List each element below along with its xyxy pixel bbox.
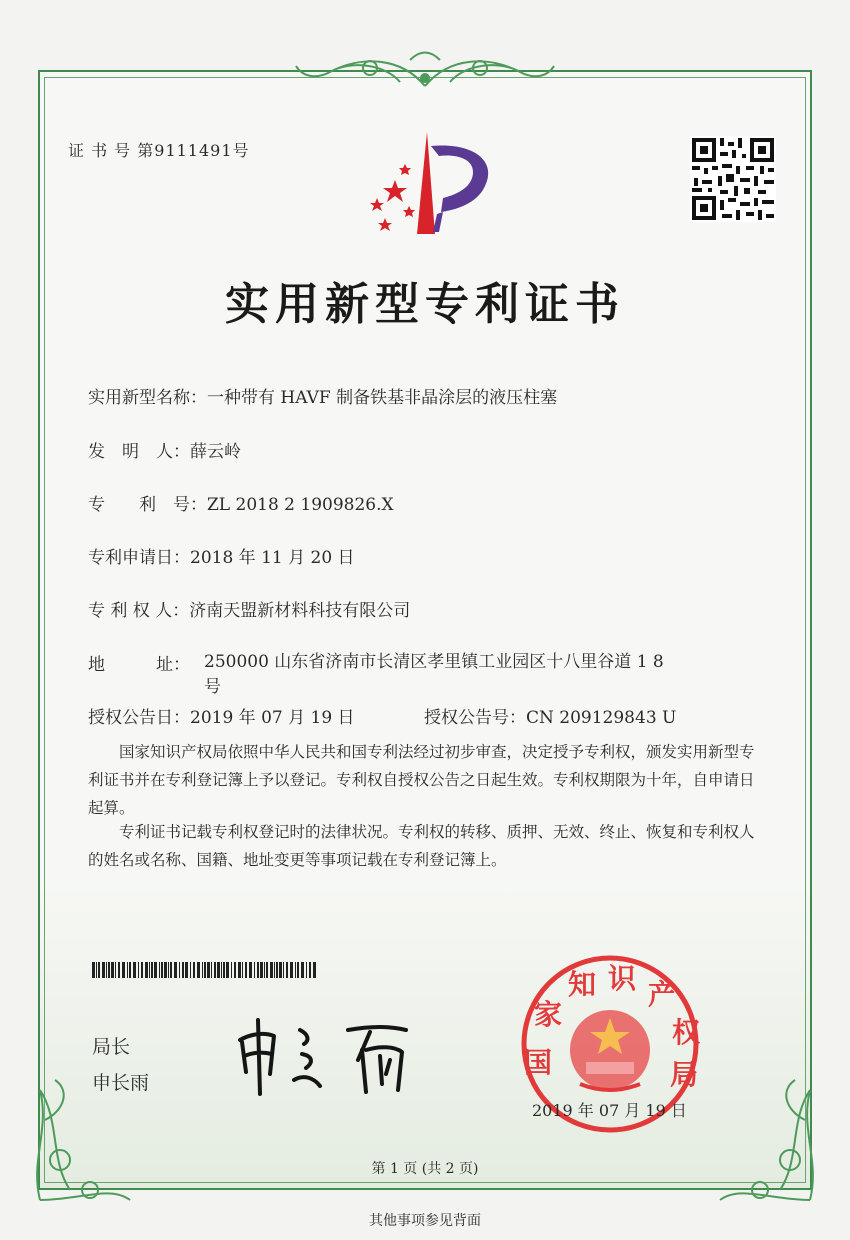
field-value: 济南天盟新材料科技有限公司 bbox=[189, 601, 411, 621]
bottom-right-ornament-icon bbox=[710, 1050, 830, 1210]
footer-note: 其他事项参见背面 bbox=[369, 1213, 481, 1229]
svg-text:产: 产 bbox=[647, 978, 677, 1011]
field-value: 薛云岭 bbox=[190, 442, 241, 462]
field-value: 一种带有 HAVF 制备铁基非晶涂层的液压柱塞 bbox=[207, 388, 558, 408]
page-number: 第 1 页 (共 2 页) bbox=[371, 1161, 479, 1177]
field-utility-model-name bbox=[88, 383, 557, 408]
barcode-icon bbox=[92, 962, 316, 978]
field-label: 专 利 号： bbox=[88, 495, 207, 515]
field-grant-date bbox=[88, 703, 355, 728]
top-ornament-icon bbox=[290, 46, 560, 92]
field-value: 2019 年 07 月 19 日 bbox=[190, 708, 355, 728]
director-signature-icon bbox=[230, 1010, 430, 1100]
field-label: 授权公告日： bbox=[88, 708, 190, 728]
patent-office-logo-icon bbox=[355, 128, 505, 238]
svg-text:权: 权 bbox=[671, 1016, 701, 1049]
body-paragraph-1: 国家知识产权局依照中华人民共和国专利法经过初步审查，决定授予专利权，颁发实用新型专利证书并在专利登记簿上予以登记。专利权自授权公告之日起生效。专利权期限为十年，自申请日起算。 bbox=[88, 743, 755, 817]
field-address-label bbox=[88, 650, 190, 675]
qr-code-icon bbox=[690, 136, 776, 222]
field-value: CN 209129843 U bbox=[526, 708, 677, 728]
body-paragraph-2: 专利证书记载专利权登记时的法律状况。专利权的转移、质押、无效、终止、恢复和专利权人的姓名或名称、国籍、地址变更等事项记载在专利登记簿上。 bbox=[88, 823, 755, 869]
field-address-value: 250000 山东省济南市长清区孝里镇工业园区十八里谷道 1 8 号 bbox=[204, 652, 664, 697]
field-label: 地 址： bbox=[88, 655, 190, 675]
field-label: 发 明 人： bbox=[88, 442, 190, 462]
seal-date: 2019 年 07 月 19 日 bbox=[532, 1101, 687, 1120]
director-name: 申长雨 bbox=[92, 1072, 150, 1094]
svg-text:识: 识 bbox=[607, 962, 637, 995]
field-label: 专 利 权 人： bbox=[88, 601, 190, 621]
svg-text:国: 国 bbox=[523, 1046, 553, 1079]
field-application-date bbox=[88, 543, 355, 568]
director-title: 局长 bbox=[92, 1036, 131, 1058]
certificate-title: 实用新型专利证书 bbox=[225, 279, 625, 330]
field-value: ZL 2018 2 1909826.X bbox=[207, 495, 394, 515]
field-inventor bbox=[88, 437, 241, 462]
svg-text:知: 知 bbox=[567, 968, 597, 1001]
svg-text:局: 局 bbox=[669, 1058, 699, 1091]
certificate-number: 证 书 号 第9111491号 bbox=[68, 141, 250, 160]
field-label: 实用新型名称： bbox=[88, 388, 207, 408]
field-patent-number bbox=[88, 490, 394, 515]
field-label: 专利申请日： bbox=[88, 548, 190, 568]
field-grant-number bbox=[424, 703, 676, 728]
field-patentee bbox=[88, 596, 410, 621]
svg-text:家: 家 bbox=[533, 998, 563, 1031]
field-value: 2018 年 11 月 20 日 bbox=[190, 548, 355, 568]
field-label: 授权公告号： bbox=[424, 708, 526, 728]
